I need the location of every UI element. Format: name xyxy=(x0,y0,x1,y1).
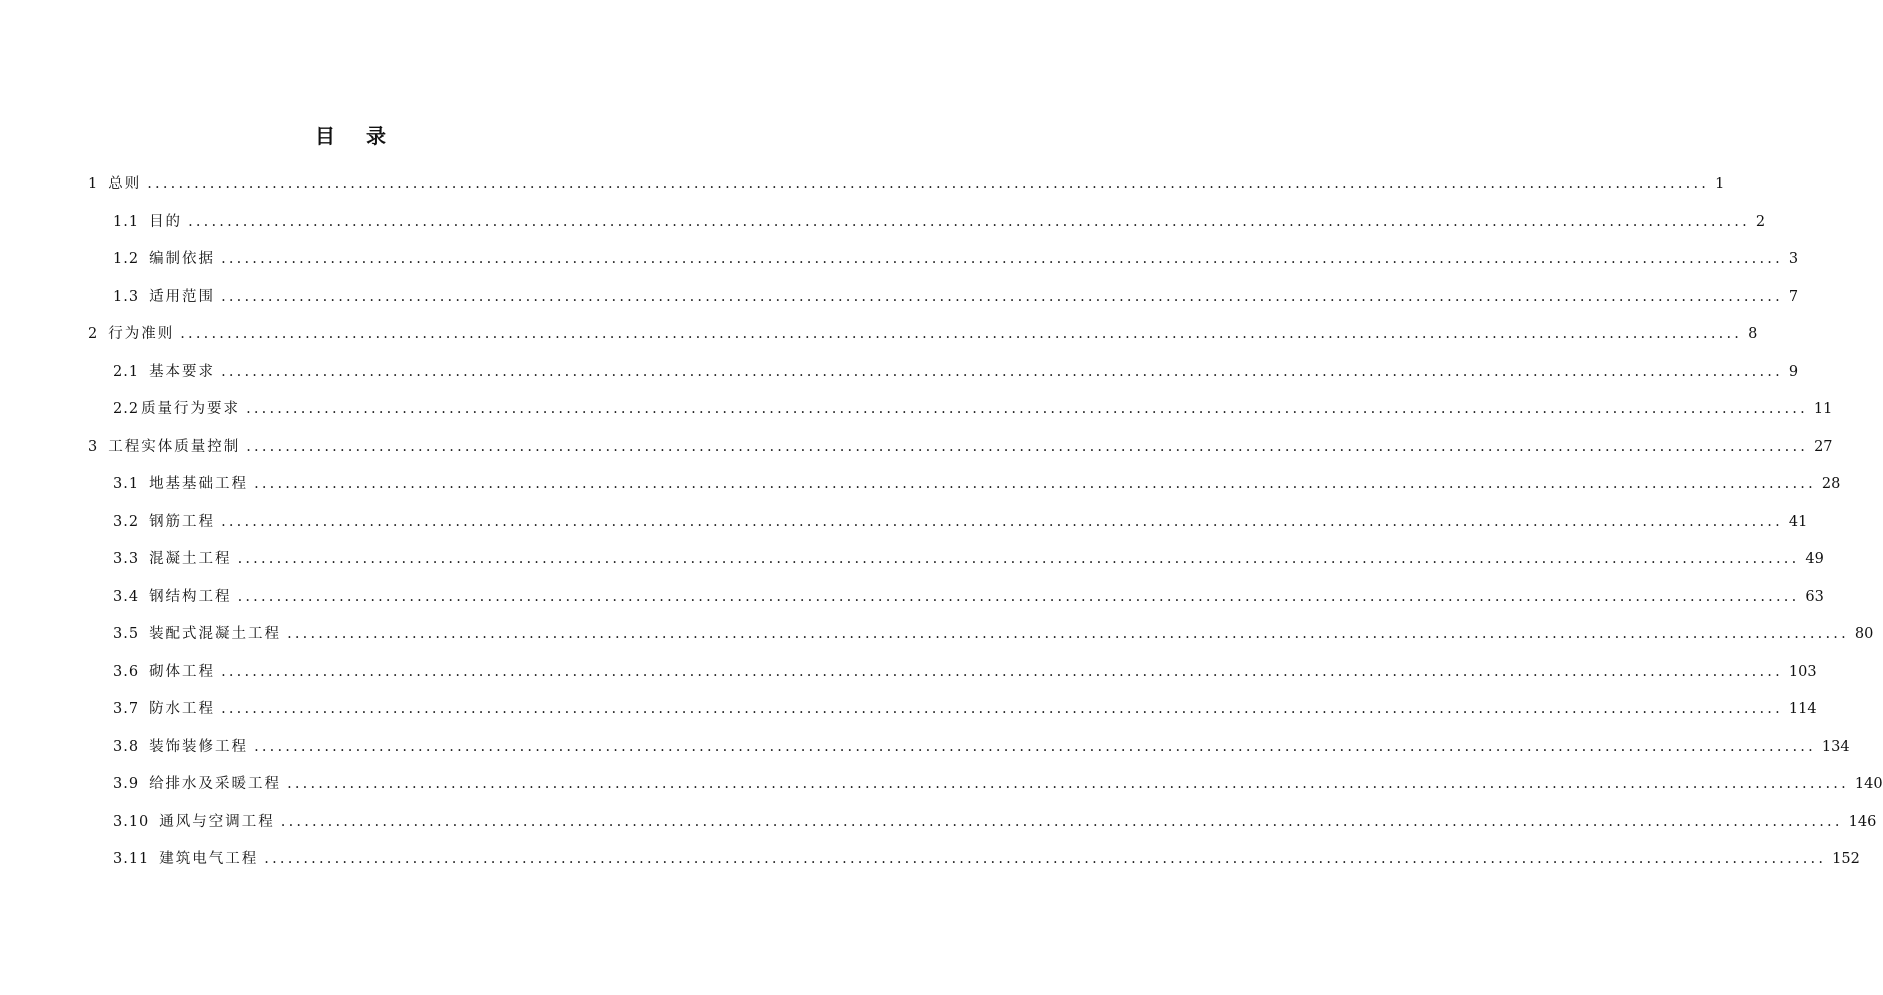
toc-entry[interactable] xyxy=(113,810,1877,834)
toc-dot-leader: ........................................................................................................................................................................................................ xyxy=(264,851,1827,867)
toc-entry[interactable] xyxy=(113,472,1841,496)
toc-entry-number: 3.6 xyxy=(113,663,140,680)
toc-entry[interactable] xyxy=(88,435,1833,459)
toc-dot-leader: ........................................................................................................................................................................................................ xyxy=(188,213,1750,230)
toc-entry[interactable] xyxy=(113,585,1824,609)
toc-entry-page: 2 xyxy=(1755,213,1766,230)
toc-entry-page: 80 xyxy=(1854,626,1874,642)
toc-dot-leader: ........................................................................................................................................................................................................ xyxy=(287,626,1849,642)
toc-entry-label: 行为准则 xyxy=(108,326,175,342)
toc-entry[interactable] xyxy=(88,172,1725,196)
toc-dot-leader: ........................................................................................................................................................................................................ xyxy=(147,176,1710,192)
toc-entry-label: 工程实体质量控制 xyxy=(108,438,241,455)
toc-entry-number: 3.7 xyxy=(113,701,140,717)
toc-entry-number: 1.2 xyxy=(113,251,140,267)
toc-entry-label: 基本要求 xyxy=(149,363,216,380)
toc-dot-leader: ........................................................................................................................................................................................................ xyxy=(246,438,1809,455)
toc-entry-number: 3.1 xyxy=(113,476,140,492)
toc-entry[interactable] xyxy=(113,285,1799,309)
toc-entry-label: 装饰装修工程 xyxy=(149,738,249,755)
toc-dot-leader: ........................................................................................................................................................................................................ xyxy=(237,551,1800,567)
toc-entry-label: 建筑电气工程 xyxy=(159,851,259,867)
toc-entry-number: 1.3 xyxy=(113,288,140,305)
toc-entry-page: 3 xyxy=(1788,251,1799,267)
toc-entry-label: 给排水及采暖工程 xyxy=(149,776,282,792)
toc-entry-page: 152 xyxy=(1832,851,1860,867)
toc-entry-page: 27 xyxy=(1814,438,1833,455)
toc-entry-number: 3 xyxy=(88,438,99,455)
toc-dot-leader: ........................................................................................................................................................................................................ xyxy=(221,513,1783,530)
toc-entry-label: 钢筋工程 xyxy=(149,513,216,530)
toc-entry[interactable] xyxy=(113,547,1824,571)
toc-entry-page: 11 xyxy=(1813,401,1833,417)
toc-entry-number: 2 xyxy=(88,326,99,342)
toc-entry[interactable] xyxy=(113,622,1874,646)
toc-entry-page: 114 xyxy=(1788,701,1817,717)
toc-entry-number: 3.10 xyxy=(113,813,150,830)
toc-entry-label: 钢结构工程 xyxy=(149,588,232,605)
toc-entry-label: 混凝土工程 xyxy=(149,551,232,567)
toc-entry-page: 41 xyxy=(1788,513,1808,530)
toc-dot-leader: ........................................................................................................................................................................................................ xyxy=(287,776,1849,792)
toc-dot-leader: ........................................................................................................................................................................................................ xyxy=(254,476,1816,492)
toc-entry-page: 8 xyxy=(1748,326,1758,342)
toc-dot-leader: ........................................................................................................................................................................................................ xyxy=(254,738,1816,755)
toc-entry[interactable] xyxy=(113,847,1860,871)
toc-entry-number: 3.11 xyxy=(113,851,150,867)
toc-entry-label: 目的 xyxy=(149,213,183,230)
toc-entry-page: 7 xyxy=(1788,288,1799,305)
toc-entry-label: 地基基础工程 xyxy=(149,476,249,492)
toc-entry-number: 3.3 xyxy=(113,551,140,567)
toc-entry-label: 适用范围 xyxy=(149,288,216,305)
toc-dot-leader: ........................................................................................................................................................................................................ xyxy=(221,251,1783,267)
toc-dot-leader: ........................................................................................................................................................................................................ xyxy=(280,813,1843,830)
toc-entry-page: 103 xyxy=(1788,663,1817,680)
toc-entry-number: 1.1 xyxy=(113,213,140,230)
toc-entry[interactable] xyxy=(113,510,1808,534)
toc-entry[interactable] xyxy=(113,360,1799,384)
toc-entry-page: 1 xyxy=(1715,176,1725,192)
toc-entry-number: 1 xyxy=(88,176,99,192)
toc-entry-page: 9 xyxy=(1788,363,1799,380)
toc-dot-leader: ........................................................................................................................................................................................................ xyxy=(237,588,1800,605)
toc-entry-page: 28 xyxy=(1821,476,1841,492)
toc-entry-label: 砌体工程 xyxy=(149,663,216,680)
toc-entry-label: 装配式混凝土工程 xyxy=(149,626,282,642)
toc-entry-page: 134 xyxy=(1821,738,1850,755)
toc-entry[interactable] xyxy=(88,322,1758,346)
toc-entry[interactable] xyxy=(113,210,1766,234)
toc-entry-label: 总则 xyxy=(108,176,142,192)
toc-dot-leader: ........................................................................................................................................................................................................ xyxy=(221,663,1783,680)
toc-entry-number: 3.2 xyxy=(113,513,140,530)
toc-entry-number: 3.5 xyxy=(113,626,140,642)
toc-dot-leader: ........................................................................................................................................................................................................ xyxy=(221,288,1783,305)
toc-dot-leader: ........................................................................................................................................................................................................ xyxy=(221,701,1783,717)
toc-entry-number: 3.9 xyxy=(113,776,140,792)
page-title: 目 录 xyxy=(315,124,398,148)
toc-entry-number: 3.8 xyxy=(113,738,140,755)
toc-entry-label: 质量行为要求 xyxy=(141,401,241,417)
toc-dot-leader: ........................................................................................................................................................................................................ xyxy=(246,401,1808,417)
toc-entry[interactable] xyxy=(113,660,1817,684)
toc-entry[interactable] xyxy=(113,735,1850,759)
toc-dot-leader: ........................................................................................................................................................................................................ xyxy=(180,326,1743,342)
toc-entry-number: 2.1 xyxy=(113,363,140,380)
toc-entry-page: 146 xyxy=(1848,813,1877,830)
toc-dot-leader: ........................................................................................................................................................................................................ xyxy=(221,363,1783,380)
toc-entry-page: 49 xyxy=(1805,551,1824,567)
toc-entry[interactable] xyxy=(113,247,1799,271)
toc-entry[interactable] xyxy=(113,772,1883,796)
toc-entry-label: 防水工程 xyxy=(149,701,216,717)
toc-entry-number: 3.4 xyxy=(113,588,140,605)
toc-entry-label: 通风与空调工程 xyxy=(159,813,275,830)
toc-entry-page: 140 xyxy=(1854,776,1883,792)
toc-entry-page: 63 xyxy=(1805,588,1824,605)
toc-entry-label: 编制依据 xyxy=(149,251,216,267)
toc-entry[interactable] xyxy=(113,697,1817,721)
toc-entry-number: 2.2 xyxy=(113,401,140,417)
toc-entry[interactable] xyxy=(113,397,1833,421)
